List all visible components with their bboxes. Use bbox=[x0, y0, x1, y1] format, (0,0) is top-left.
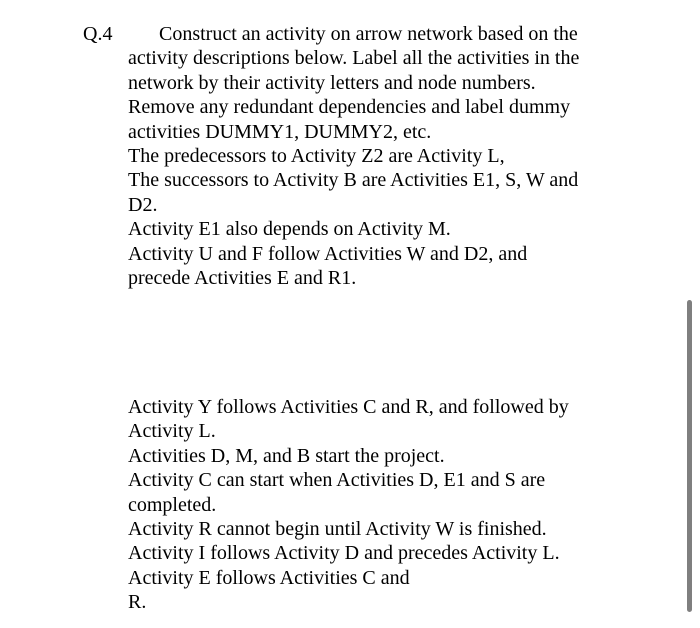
text-line: Activity U and F follow Activities W and D2, and bbox=[128, 242, 528, 265]
text-line: Remove any redundant dependencies and label dummy bbox=[128, 96, 571, 119]
text-line: Activities D, M, and B start the project. bbox=[128, 444, 445, 467]
vertical-scrollbar[interactable] bbox=[687, 300, 692, 612]
text-line: Construct an activity on arrow network based on the bbox=[159, 23, 578, 45]
text-line: Activity R cannot begin until Activity W is finished. bbox=[128, 518, 547, 541]
question-text-block-1 bbox=[128, 22, 648, 290]
text-line: Activity L. bbox=[128, 420, 216, 443]
text-line: Activity I follows Activity D and precedes Activity L. bbox=[128, 542, 560, 565]
text-line: Activity E follows Activities C and bbox=[128, 566, 410, 589]
text-line: network by their activity letters and node numbers. bbox=[128, 71, 536, 94]
text-line: D2. bbox=[128, 193, 158, 216]
text-line: precede Activities E and R1. bbox=[128, 267, 357, 290]
text-line: Activity E1 also depends on Activity M. bbox=[128, 218, 451, 241]
text-line: activity descriptions below. Label all the activities in the bbox=[128, 47, 580, 70]
text-line: Activity Y follows Activities C and R, and followed by bbox=[128, 396, 569, 418]
text-line: completed. bbox=[128, 493, 217, 516]
question-text-block-2 bbox=[128, 395, 648, 615]
text-line: R. bbox=[128, 591, 147, 614]
question-number: Q.4 bbox=[83, 23, 113, 45]
text-line: The predecessors to Activity Z2 are Activity L, bbox=[128, 145, 505, 168]
text-line: activities DUMMY1, DUMMY2, etc. bbox=[128, 120, 432, 143]
text-line: The successors to Activity B are Activities E1, S, W and bbox=[128, 169, 579, 192]
text-line: Activity C can start when Activities D, E1 and S are bbox=[128, 469, 546, 492]
